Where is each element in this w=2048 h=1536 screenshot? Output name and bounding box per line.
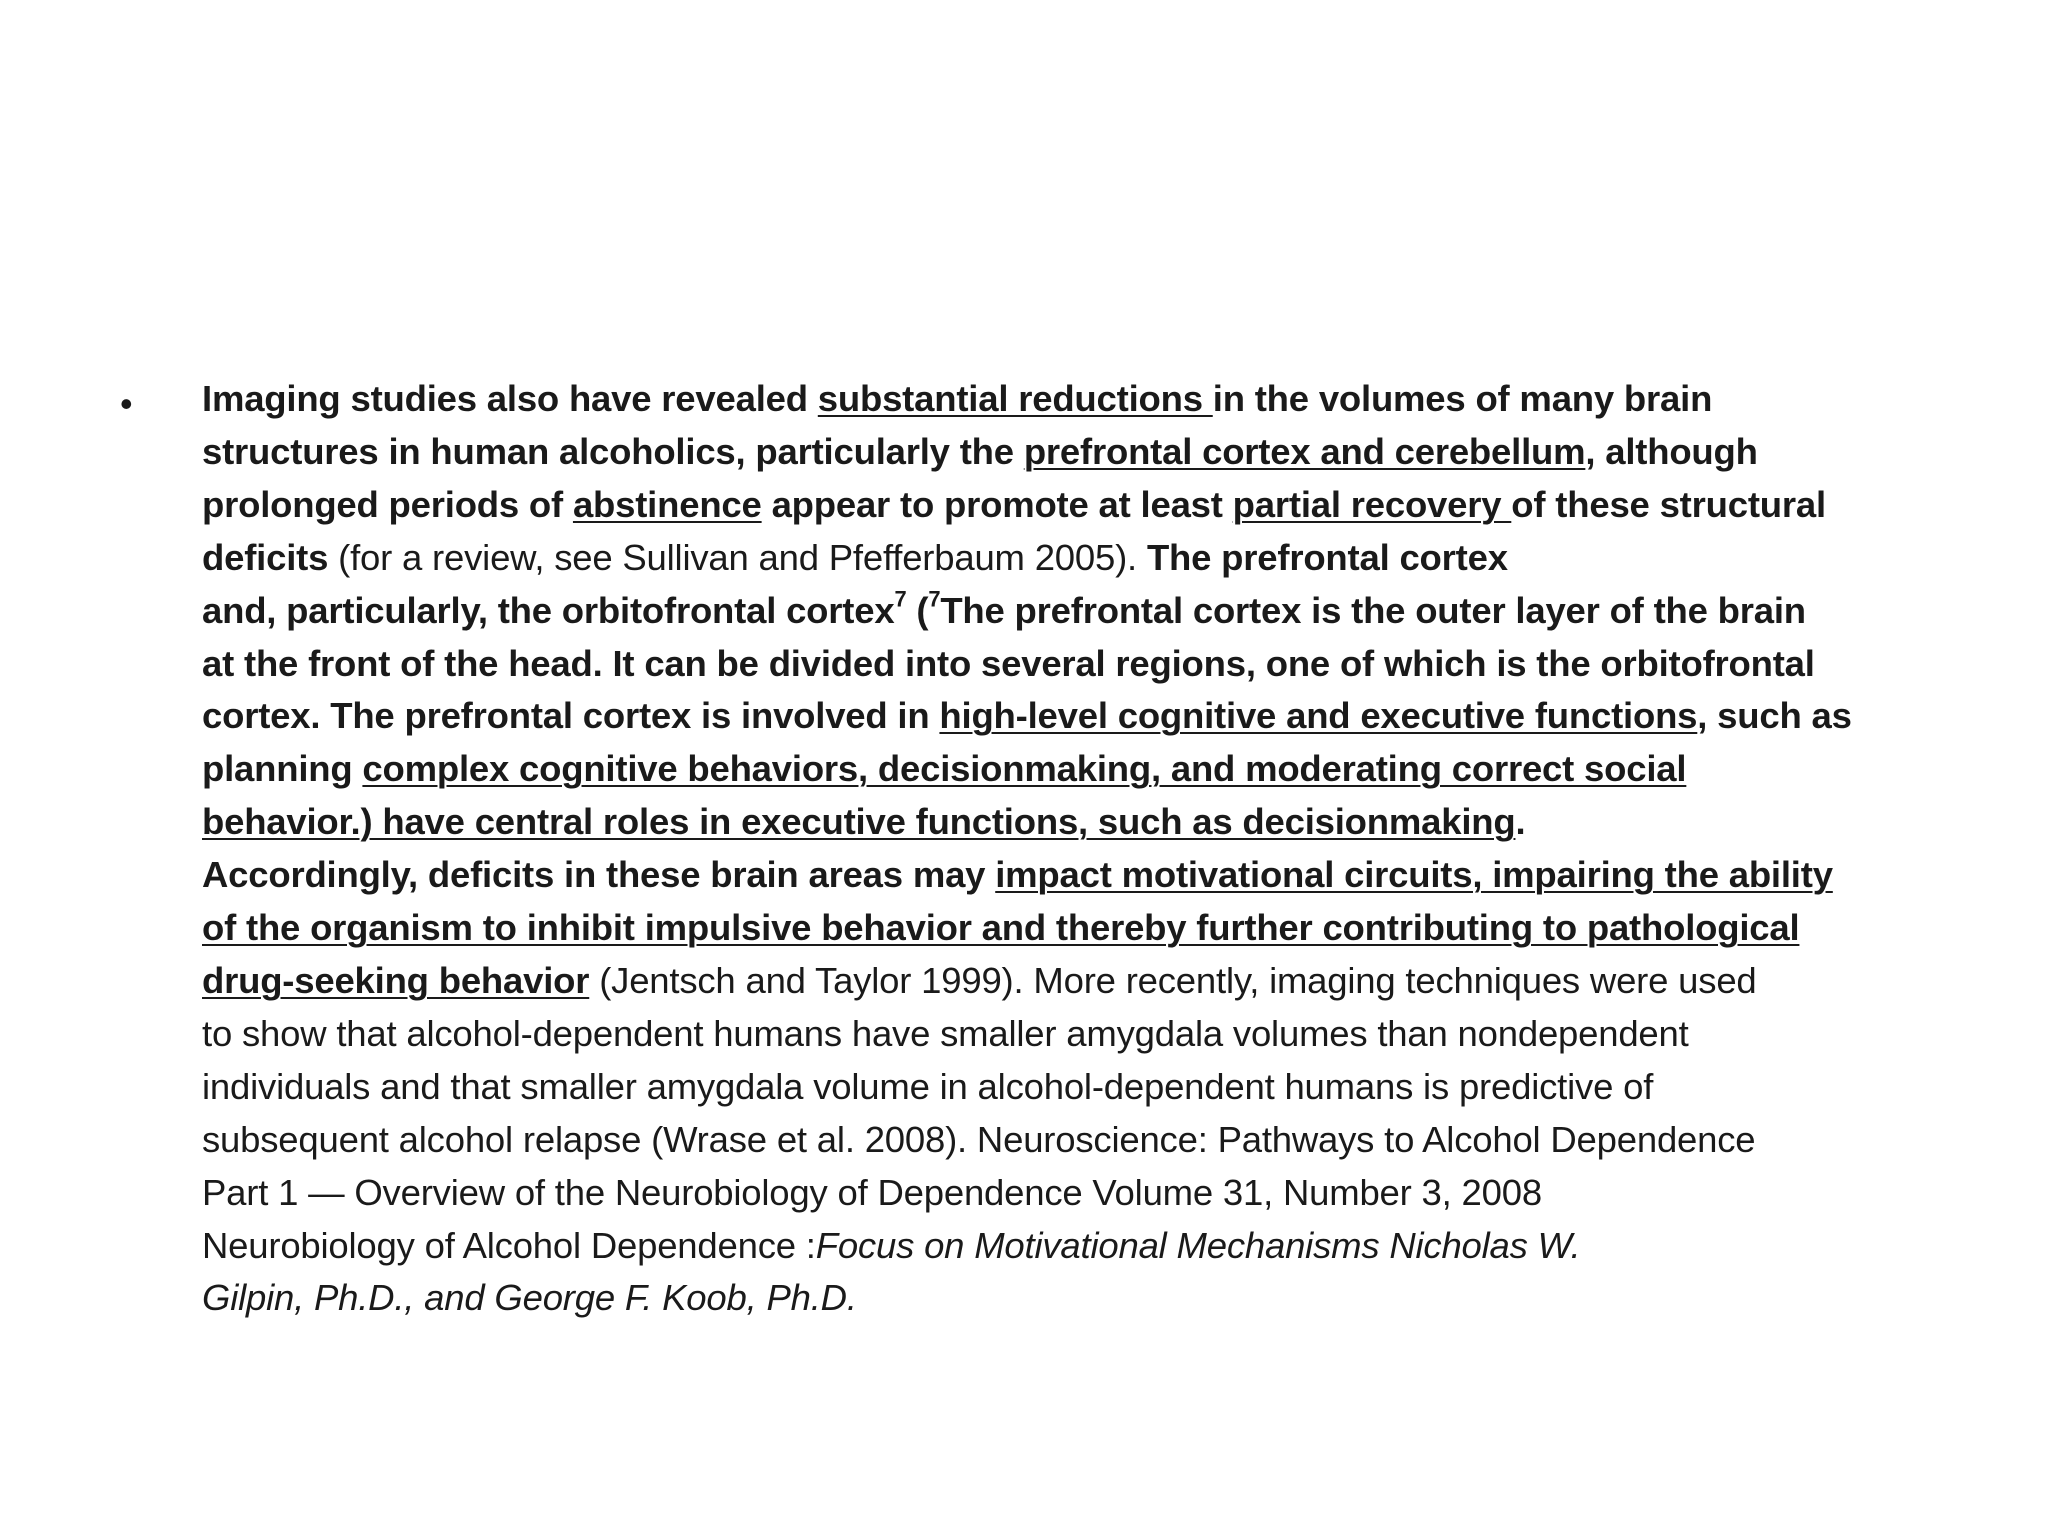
text-run: subsequent alcohol relapse (Wrase et al. 2008). Neuroscience: Pathways to Alcohol Dependence [202,1118,1756,1160]
text-run: (Jentsch and Taylor 1999). More recently, imaging techniques were used [589,959,1757,1001]
underlined-text: partial recovery [1232,483,1512,525]
text-line [202,849,1942,902]
text-line [202,1114,1942,1167]
underlined-text: drug-seeking behavior [202,959,590,1001]
text-run: deficits [202,536,329,578]
text-run: structures in human alcoholics, particularly the [202,430,1024,472]
underlined-text: substantial reductions [817,378,1213,419]
text-run: , such as [1697,695,1852,737]
underlined-text: impact motivational circuits, impairing the ability [995,854,1833,896]
bullet-marker: • [120,383,133,424]
text-line [202,373,1942,426]
text-line [202,532,1942,585]
text-run: appear to promote at least [761,483,1233,525]
text-line [202,585,1942,638]
text-run: Neurobiology of Alcohol Dependence : [202,1224,816,1266]
underlined-text: abstinence [572,483,762,525]
text-run: . [1515,801,1526,843]
footnote-marker: 7 [894,586,907,612]
text-run: The prefrontal cortex is the outer layer of the brain [940,589,1806,631]
footnote-marker: 7 [928,586,941,612]
text-line [202,690,1942,743]
text-line [202,1061,1942,1114]
text-line [202,902,1942,955]
text-run: in the volumes of many brain [1212,378,1713,419]
text-line [202,638,1942,691]
text-run: cortex. The prefrontal cortex is involved in [202,695,940,737]
italic-text: Gilpin, Ph.D., and George F. Koob, Ph.D. [202,1277,857,1319]
text-run: Accordingly, deficits in these brain areas may [202,854,996,896]
text-line [202,426,1942,479]
underlined-text: high-level cognitive and executive functions [939,695,1698,737]
text-run: Part 1 — Overview of the Neurobiology of Dependence Volume 31, Number 3, 2008 [202,1171,1542,1213]
text-line [202,796,1942,849]
italic-text: Focus on Motivational Mechanisms Nicholas W. [815,1224,1581,1266]
text-line [202,955,1942,1008]
text-line [202,1008,1942,1061]
text-run: at the front of the head. It can be divided into several regions, one of which is the orbitofrontal [202,642,1815,684]
bullet-paragraph [202,373,1942,1325]
text-line [202,479,1942,532]
underlined-text: complex cognitive behaviors, decisionmaking, and moderating correct social [362,748,1687,790]
text-line [202,1167,1942,1220]
text-line [202,743,1942,796]
underlined-text: prefrontal cortex and cerebellum [1023,430,1586,472]
text-line [202,1220,1942,1273]
text-run: and, particularly, the orbitofrontal cortex [202,589,895,631]
underlined-text: of the organism to inhibit impulsive behavior and thereby further contributing to pathological [202,907,1800,949]
text-run: individuals and that smaller amygdala volume in alcohol-dependent humans is predictive of [202,1065,1654,1107]
text-line [202,1272,1942,1325]
text-run: ( [906,589,929,631]
text-run: The prefrontal cortex [1146,536,1508,578]
text-run: (for a review, see Sullivan and Pfefferbaum 2005). [328,536,1147,578]
text-run: , although [1585,430,1758,472]
text-run: prolonged periods of [202,483,573,525]
underlined-text: behavior.) have central roles in executive functions, such as decisionmaking [202,801,1516,843]
text-run: Imaging studies also have revealed [202,378,818,419]
text-run: of these structural [1511,483,1826,525]
text-run: to show that alcohol-dependent humans have smaller amygdala volumes than nondependent [202,1012,1689,1054]
text-run: planning [202,748,363,790]
